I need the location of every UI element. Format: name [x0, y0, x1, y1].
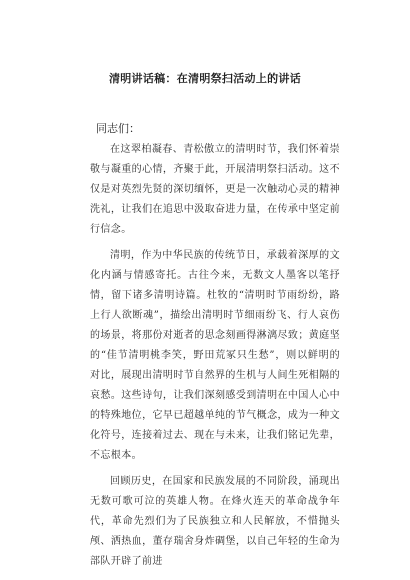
paragraph-3: 回顾历史，在国家和民族发展的不同阶段，涌现出无数可歌可泣的英雄人物。在烽火连天的革命战争年代，革命先烈们为了民族独立和人民解放，不惜抛头颅、洒热血，董存瑞舍身炸碉堡，以自己年轻的生命为部队开辟了前进: [90, 476, 340, 567]
paragraph-2: 清明，作为中华民族的传统节日，承载着深厚的文化内涵与情感寄托。古往今来，无数文人墨客以笔抒情，留下诸多清明诗篇。杜牧的“清明时节雨纷纷，路上行人欲断魂”，描绘出清明时节细雨纷飞、行人哀伤的场景，将那份对逝者的思念刻画得淋漓尽致；黄庭坚的“佳节清明桃李笑，野田荒冢只生愁”，则以鲜明的对比，展现出清明时节自然界的生机与人间生死相隔的哀愁。这些诗句，让我们深刻感受到清明在中国人心中的特殊地位，它早已超越单纯的节气概念，成为一种文化符号，连接着过去、现在与未来，让我们铭记先辈，不忘根本。: [90, 250, 340, 461]
paragraph-1: 在这翠柏凝春、青松傲立的清明时节，我们怀着崇敬与凝重的心情，齐聚于此，开展清明祭扫活动。这不仅是对英烈先贤的深切缅怀，更是一次触动心灵的精神洗礼，让我们在追思中汲取奋进力量，在传承中坚定前行信念。: [90, 144, 340, 235]
document-title: 清明讲话稿：在清明祭扫活动上的讲话: [108, 72, 302, 85]
document-body: [90, 140, 340, 578]
greeting: 同志们：: [96, 122, 140, 135]
